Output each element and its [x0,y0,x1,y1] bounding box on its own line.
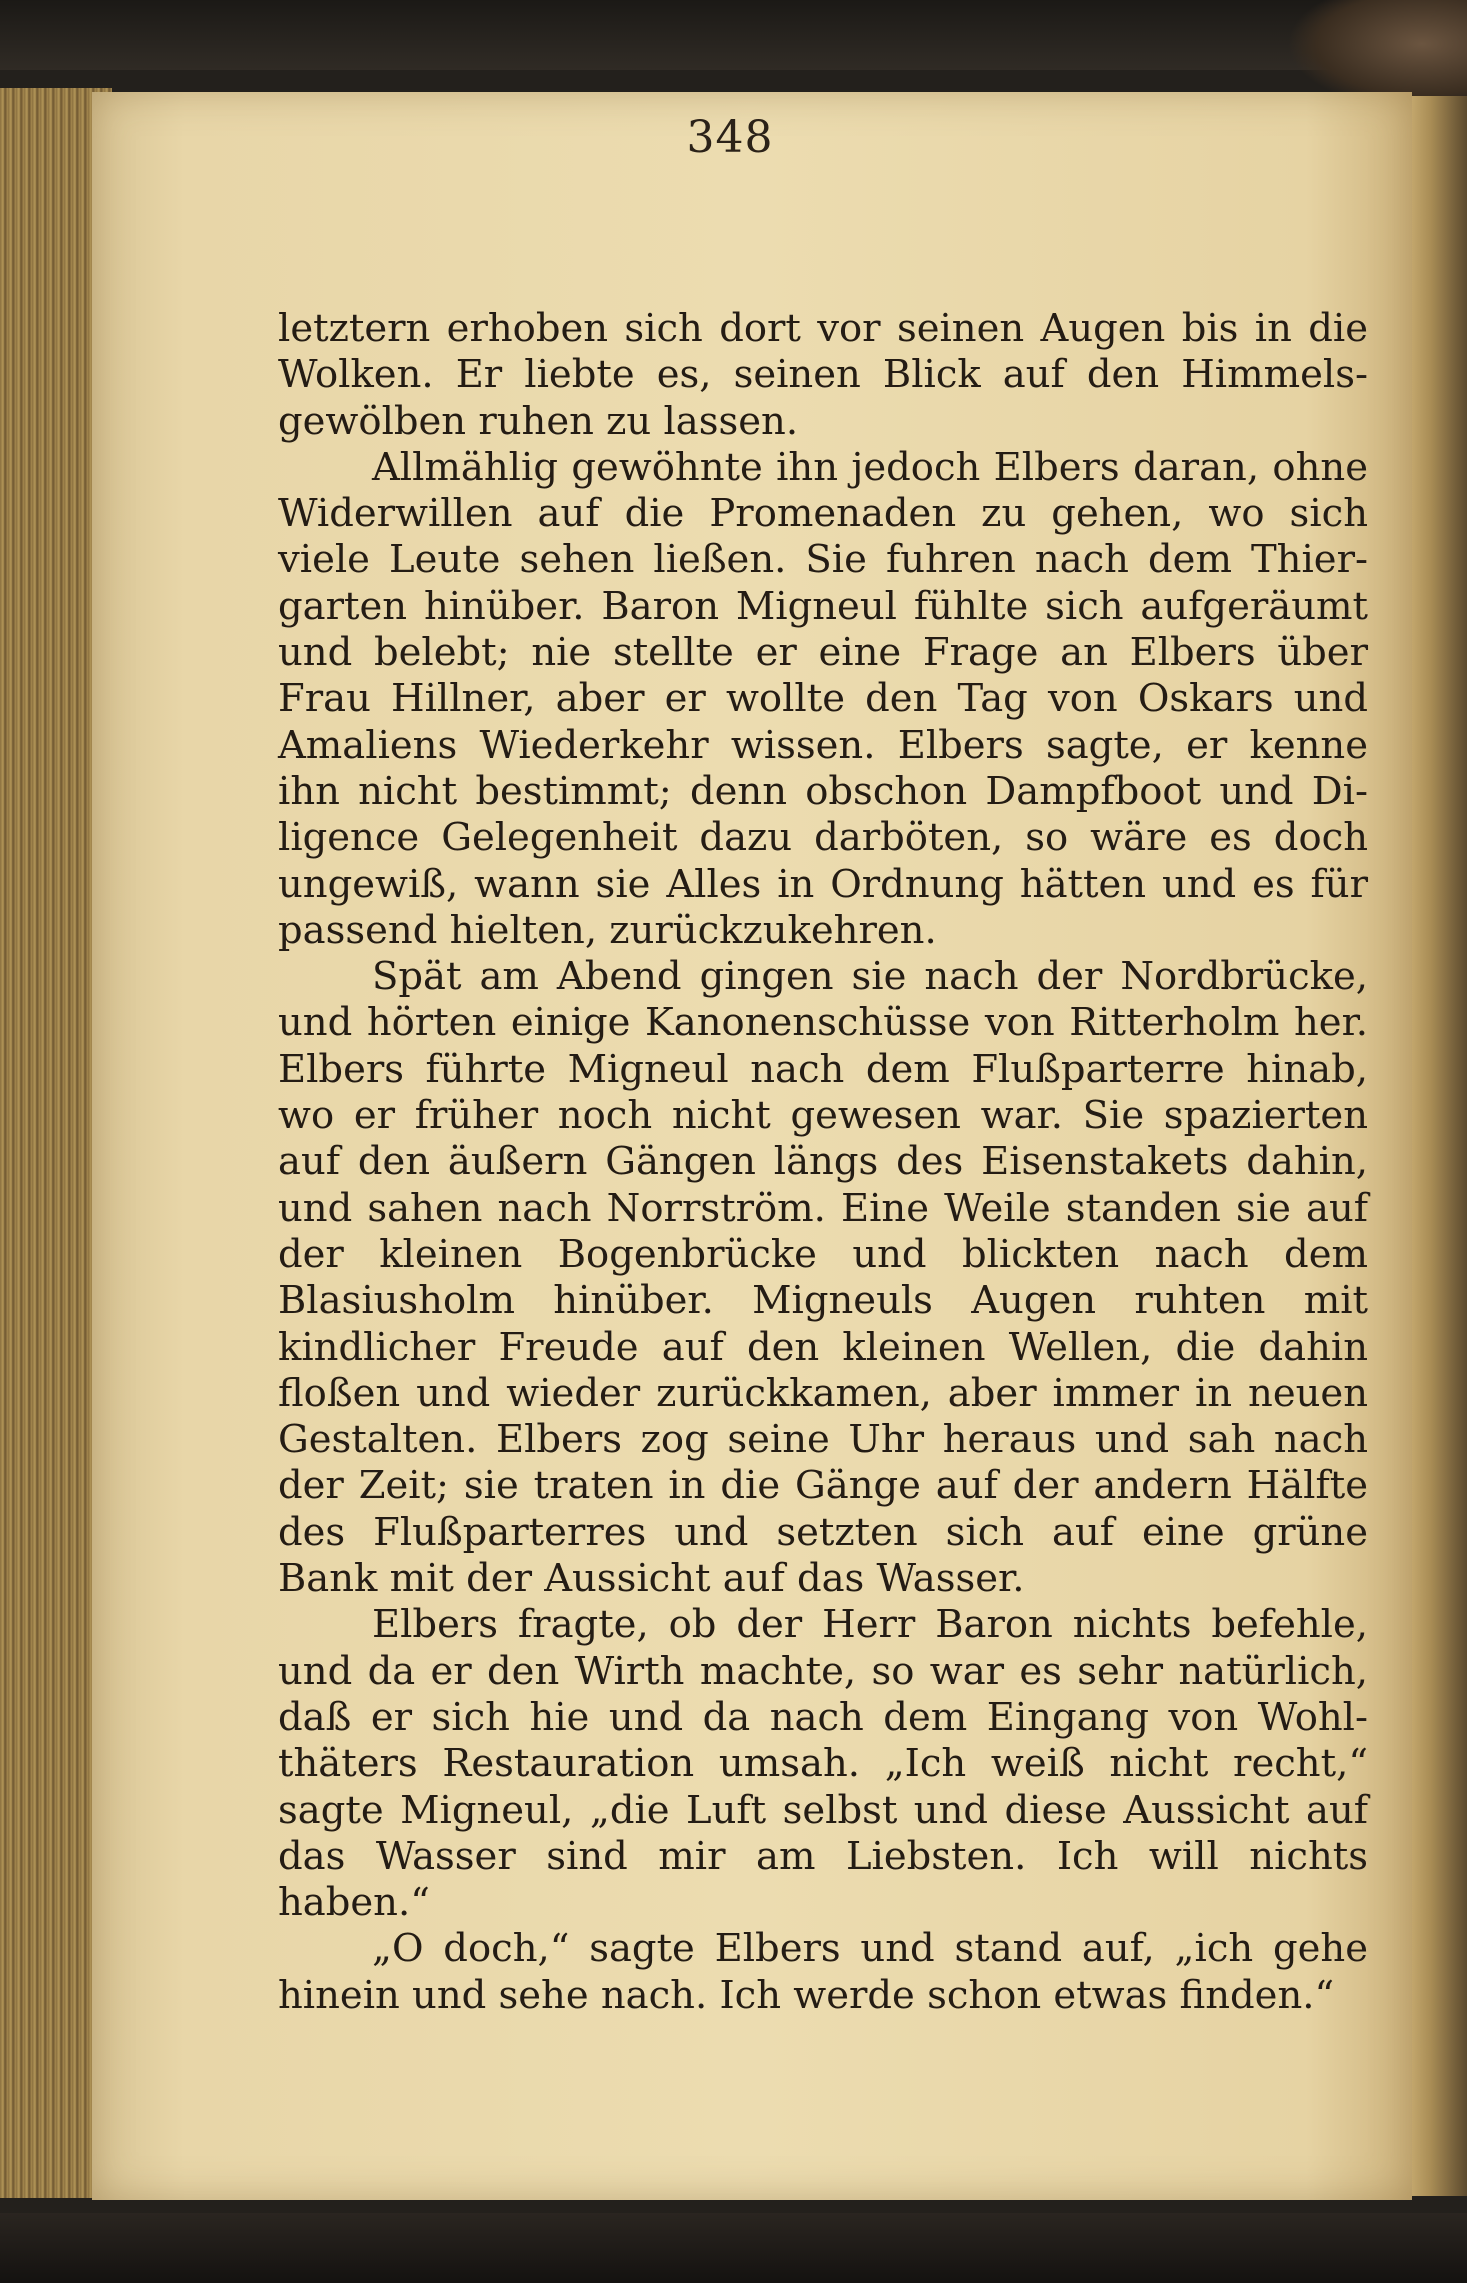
paragraph: letztern erhoben sich dort vor seinen Augen bis in die Wolken. Er liebte es, seinen Blick auf den Himmelsgewölben ruhen zu lassen. [278,306,1368,444]
scan-background-top [0,0,1467,70]
paragraph: Allmählig gewöhnte ihn jedoch Elbers daran, ohne Widerwillen auf die Promenaden zu gehen, wo sich viele Leute sehen ließen. Sie fuhren nach dem Thiergarten hinüber. Baron Migneul fühlte sich aufgeräumt und belebt; nie stellte er eine Frage an Elbers über Frau Hillner, aber er wollte den Tag von Oskars und Amaliens Wiederkehr wissen. Elbers sagte, er kenne ihn nicht bestimmt; denn obschon Dampfboot und Diligence Gelegenheit dazu darböten, so wäre es doch ungewiß, wann sie Alles in Ordnung hätten und es für passend hielten, zurückzukehren. [278,444,1368,953]
paragraph: Elbers fragte, ob der Herr Baron nichts befehle, und da er den Wirth machte, so war es sehr natürlich, daß er sich hie und da nach dem Eingang von Wohlthäters Restauration umsah. „Ich weiß nicht recht,“ sagte Migneul, „die Luft selbst und diese Aussicht auf das Wasser sind mir am Liebsten. Ich will nichts haben.“ [278,1602,1368,1926]
page-number: 348 [686,112,774,163]
body-text [278,306,1368,2019]
scan-background-bottom [0,2213,1467,2283]
facing-page-edge [1407,96,1467,2196]
paragraph: Spät am Abend gingen sie nach der Nordbrücke, und hörten einige Kanonenschüsse von Ritterholm her. Elbers führte Migneul nach dem Flußparterre hinab, wo er früher noch nicht gewesen war. Sie spazierten auf den äußern Gängen längs des Eisenstakets dahin, und sahen nach Norrström. Eine Weile standen sie auf der kleinen Bogenbrücke und blickten nach dem Blasiusholm hinüber. Migneuls Augen ruhten mit kindlicher Freude auf den kleinen Wellen, die dahin floßen und wieder zurückkamen, aber immer in neuen Gestalten. Elbers zog seine Uhr heraus und sah nach der Zeit; sie traten in die Gänge auf der andern Hälfte des Flußparterres und setzten sich auf eine grüne Bank mit der Aussicht auf das Wasser. [278,954,1368,1602]
paragraph: „O doch,“ sagte Elbers und stand auf, „ich gehe hinein und sehe nach. Ich werde schon etwas finden.“ [278,1926,1368,2018]
